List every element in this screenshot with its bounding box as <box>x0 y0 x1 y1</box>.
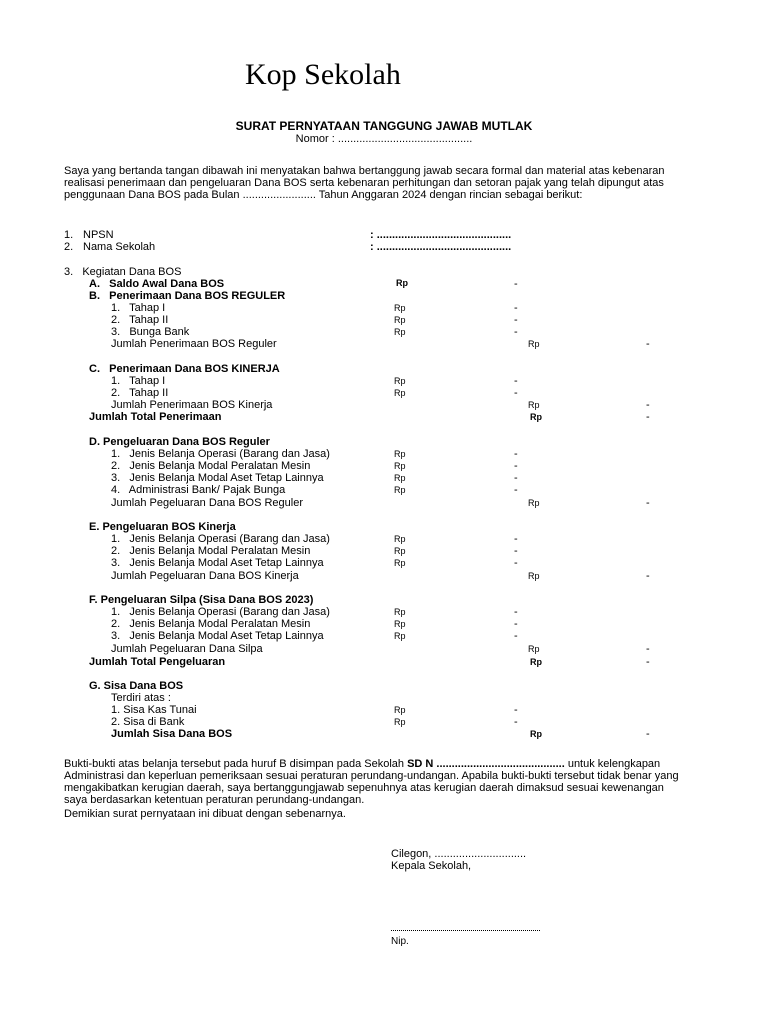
dash-value: - <box>646 728 650 740</box>
rp-label: Rp <box>396 278 408 288</box>
signature-place-date: Cilegon, .............................. <box>391 848 527 860</box>
list-item: 2. Tahap II <box>111 387 169 399</box>
total-pengeluaran-label: Jumlah Total Pengeluaran <box>89 656 226 668</box>
rp-label: Rp <box>394 388 406 398</box>
subtotal-label: Jumlah Penerimaan BOS Reguler <box>111 338 277 350</box>
list-item: 2. Jenis Belanja Modal Peralatan Mesin <box>111 618 311 630</box>
dash-value: - <box>514 545 518 557</box>
rp-label: Rp <box>530 729 542 739</box>
rp-label: Rp <box>394 461 406 471</box>
nip-label: Nip. <box>391 936 409 947</box>
list-item: 3. Bunga Bank <box>111 326 190 338</box>
dash-value: - <box>646 643 650 655</box>
dash-value: - <box>514 448 518 460</box>
nama-sekolah-label: Nama Sekolah <box>83 241 156 253</box>
kegiatan-heading: 3. Kegiatan Dana BOS <box>64 266 182 278</box>
dash-value: - <box>646 411 650 423</box>
dash-value: - <box>514 630 518 642</box>
rp-label: Rp <box>394 327 406 337</box>
signature-role: Kepala Sekolah, <box>391 860 472 872</box>
dash-value: - <box>514 606 518 618</box>
list-item: 4. Administrasi Bank/ Pajak Bunga <box>111 484 286 496</box>
subtotal-label: Jumlah Pegeluaran Dana BOS Kinerja <box>111 570 299 582</box>
rp-label: Rp <box>394 534 406 544</box>
rp-label: Rp <box>394 473 406 483</box>
rp-label: Rp <box>394 449 406 459</box>
rp-label: Rp <box>394 558 406 568</box>
dash-value: - <box>514 326 518 338</box>
dash-value: - <box>646 338 650 350</box>
rp-label: Rp <box>394 619 406 629</box>
rp-label: Rp <box>528 339 540 349</box>
subtotal-label: Jumlah Penerimaan BOS Kinerja <box>111 399 273 411</box>
dash-value: - <box>514 557 518 569</box>
dash-value: - <box>646 570 650 582</box>
dash-value: - <box>646 399 650 411</box>
list-item: 2. Jenis Belanja Modal Peralatan Mesin <box>111 545 311 557</box>
subtotal-label: Jumlah Pegeluaran Dana Silpa <box>111 643 263 655</box>
dash-value: - <box>514 618 518 630</box>
dash-value: - <box>514 472 518 484</box>
terdiri-atas-label: Terdiri atas : <box>111 692 171 704</box>
document-title: SURAT PERNYATAAN TANGGUNG JAWAB MUTLAK <box>235 119 533 133</box>
rp-label: Rp <box>394 546 406 556</box>
rp-label: Rp <box>528 400 540 410</box>
list-item: 1. Jenis Belanja Operasi (Barang dan Jasa) <box>111 533 330 545</box>
rp-label: Rp <box>394 631 406 641</box>
rp-label: Rp <box>394 315 406 325</box>
intro-paragraph: Saya yang bertanda tangan dibawah ini menyatakan bahwa bertanggung jawab secara formal dan material atas kebenaran realisasi penerimaan dan pengeluaran Dana BOS serta kebenaran perhitungan dan setoran pajak yang telah dipungut atas penggunaan Dana BOS pada Bulan ........................ Tahun Anggaran 2024 dengan rincian sebagai berikut: <box>64 165 665 201</box>
dash-value: - <box>646 656 650 668</box>
list-item: 3. Jenis Belanja Modal Aset Tetap Lainnya <box>111 472 324 484</box>
bukti-school-name: SD N .......................................... <box>407 758 565 770</box>
dash-value: - <box>514 716 518 728</box>
rp-label: Rp <box>394 303 406 313</box>
rp-label: Rp <box>528 644 540 654</box>
list-item: 1. Jenis Belanja Operasi (Barang dan Jasa) <box>111 448 330 460</box>
dash-value: - <box>646 497 650 509</box>
section-a-label: A. Saldo Awal Dana BOS <box>89 278 225 290</box>
dash-value: - <box>514 484 518 496</box>
list-item: 3. Jenis Belanja Modal Aset Tetap Lainnya <box>111 630 324 642</box>
list-item: 3. Jenis Belanja Modal Aset Tetap Lainnya <box>111 557 324 569</box>
dash-value: - <box>514 302 518 314</box>
dash-value: - <box>514 460 518 472</box>
dash-value: - <box>514 704 518 716</box>
rp-label: Rp <box>394 705 406 715</box>
list-item: 2. Jenis Belanja Modal Peralatan Mesin <box>111 460 311 472</box>
document-number: Nomor : ............................................ <box>295 133 473 145</box>
section-d-label: D. Pengeluaran Dana BOS Reguler <box>89 436 270 448</box>
rp-label: Rp <box>394 607 406 617</box>
section-g-label: G. Sisa Dana BOS <box>89 680 184 692</box>
list-item: 1. Tahap I <box>111 375 166 387</box>
section-b-label: B. Penerimaan Dana BOS REGULER <box>89 290 286 302</box>
bukti-text-pre: Bukti-bukti atas belanja tersebut pada huruf B disimpan pada Sekolah <box>64 758 408 770</box>
nama-sekolah-number: 2. <box>64 241 74 253</box>
rp-label: Rp <box>528 571 540 581</box>
list-item: 1. Tahap I <box>111 302 166 314</box>
npsn-value: : ............................................ <box>370 229 512 241</box>
rp-label: Rp <box>394 376 406 386</box>
npsn-number: 1. <box>64 229 74 241</box>
rp-label: Rp <box>530 412 542 422</box>
closing-statement: Demikian surat pernyataan ini dibuat dengan sebenarnya. <box>64 808 346 820</box>
list-item: 1. Jenis Belanja Operasi (Barang dan Jasa) <box>111 606 330 618</box>
section-e-label: E. Pengeluaran BOS Kinerja <box>89 521 236 533</box>
total-sisa-label: Jumlah Sisa Dana BOS <box>111 728 233 740</box>
bukti-paragraph <box>64 758 684 806</box>
section-c-label: C. Penerimaan Dana BOS KINERJA <box>89 363 280 375</box>
bukti-text-post: untuk kelengkapan Administrasi dan keperluan pemeriksaan sesuai peraturan perundang-undangan. Apabila bukti-bukti tersebut tidak benar yang mengakibatkan kerugian daerah, saya bertanggungjawab sepenuhnya atas kerugian daerah dimaksud sesuai kewenangan saya berdasarkan ketentuan peraturan perundang-undangan. <box>64 758 679 806</box>
dash-value: - <box>514 314 518 326</box>
dash-value: - <box>514 533 518 545</box>
rp-label: Rp <box>528 498 540 508</box>
rp-label: Rp <box>394 717 406 727</box>
rp-label: Rp <box>530 657 542 667</box>
kop-sekolah: Kop Sekolah <box>245 58 401 91</box>
section-f-label: F. Pengeluaran Silpa (Sisa Dana BOS 2023) <box>89 594 314 606</box>
dash-value: - <box>514 375 518 387</box>
list-item: 1. Sisa Kas Tunai <box>111 704 197 716</box>
dash-value: - <box>514 387 518 399</box>
subtotal-label: Jumlah Pegeluaran Dana BOS Reguler <box>111 497 304 509</box>
list-item: 2. Sisa di Bank <box>111 716 185 728</box>
total-penerimaan-label: Jumlah Total Penerimaan <box>89 411 222 423</box>
list-item: 2. Tahap II <box>111 314 169 326</box>
dash-value: - <box>514 278 518 290</box>
rp-label: Rp <box>394 485 406 495</box>
npsn-label: NPSN <box>83 229 114 241</box>
nama-sekolah-value: : ............................................ <box>370 241 512 253</box>
signature-line <box>391 930 540 931</box>
